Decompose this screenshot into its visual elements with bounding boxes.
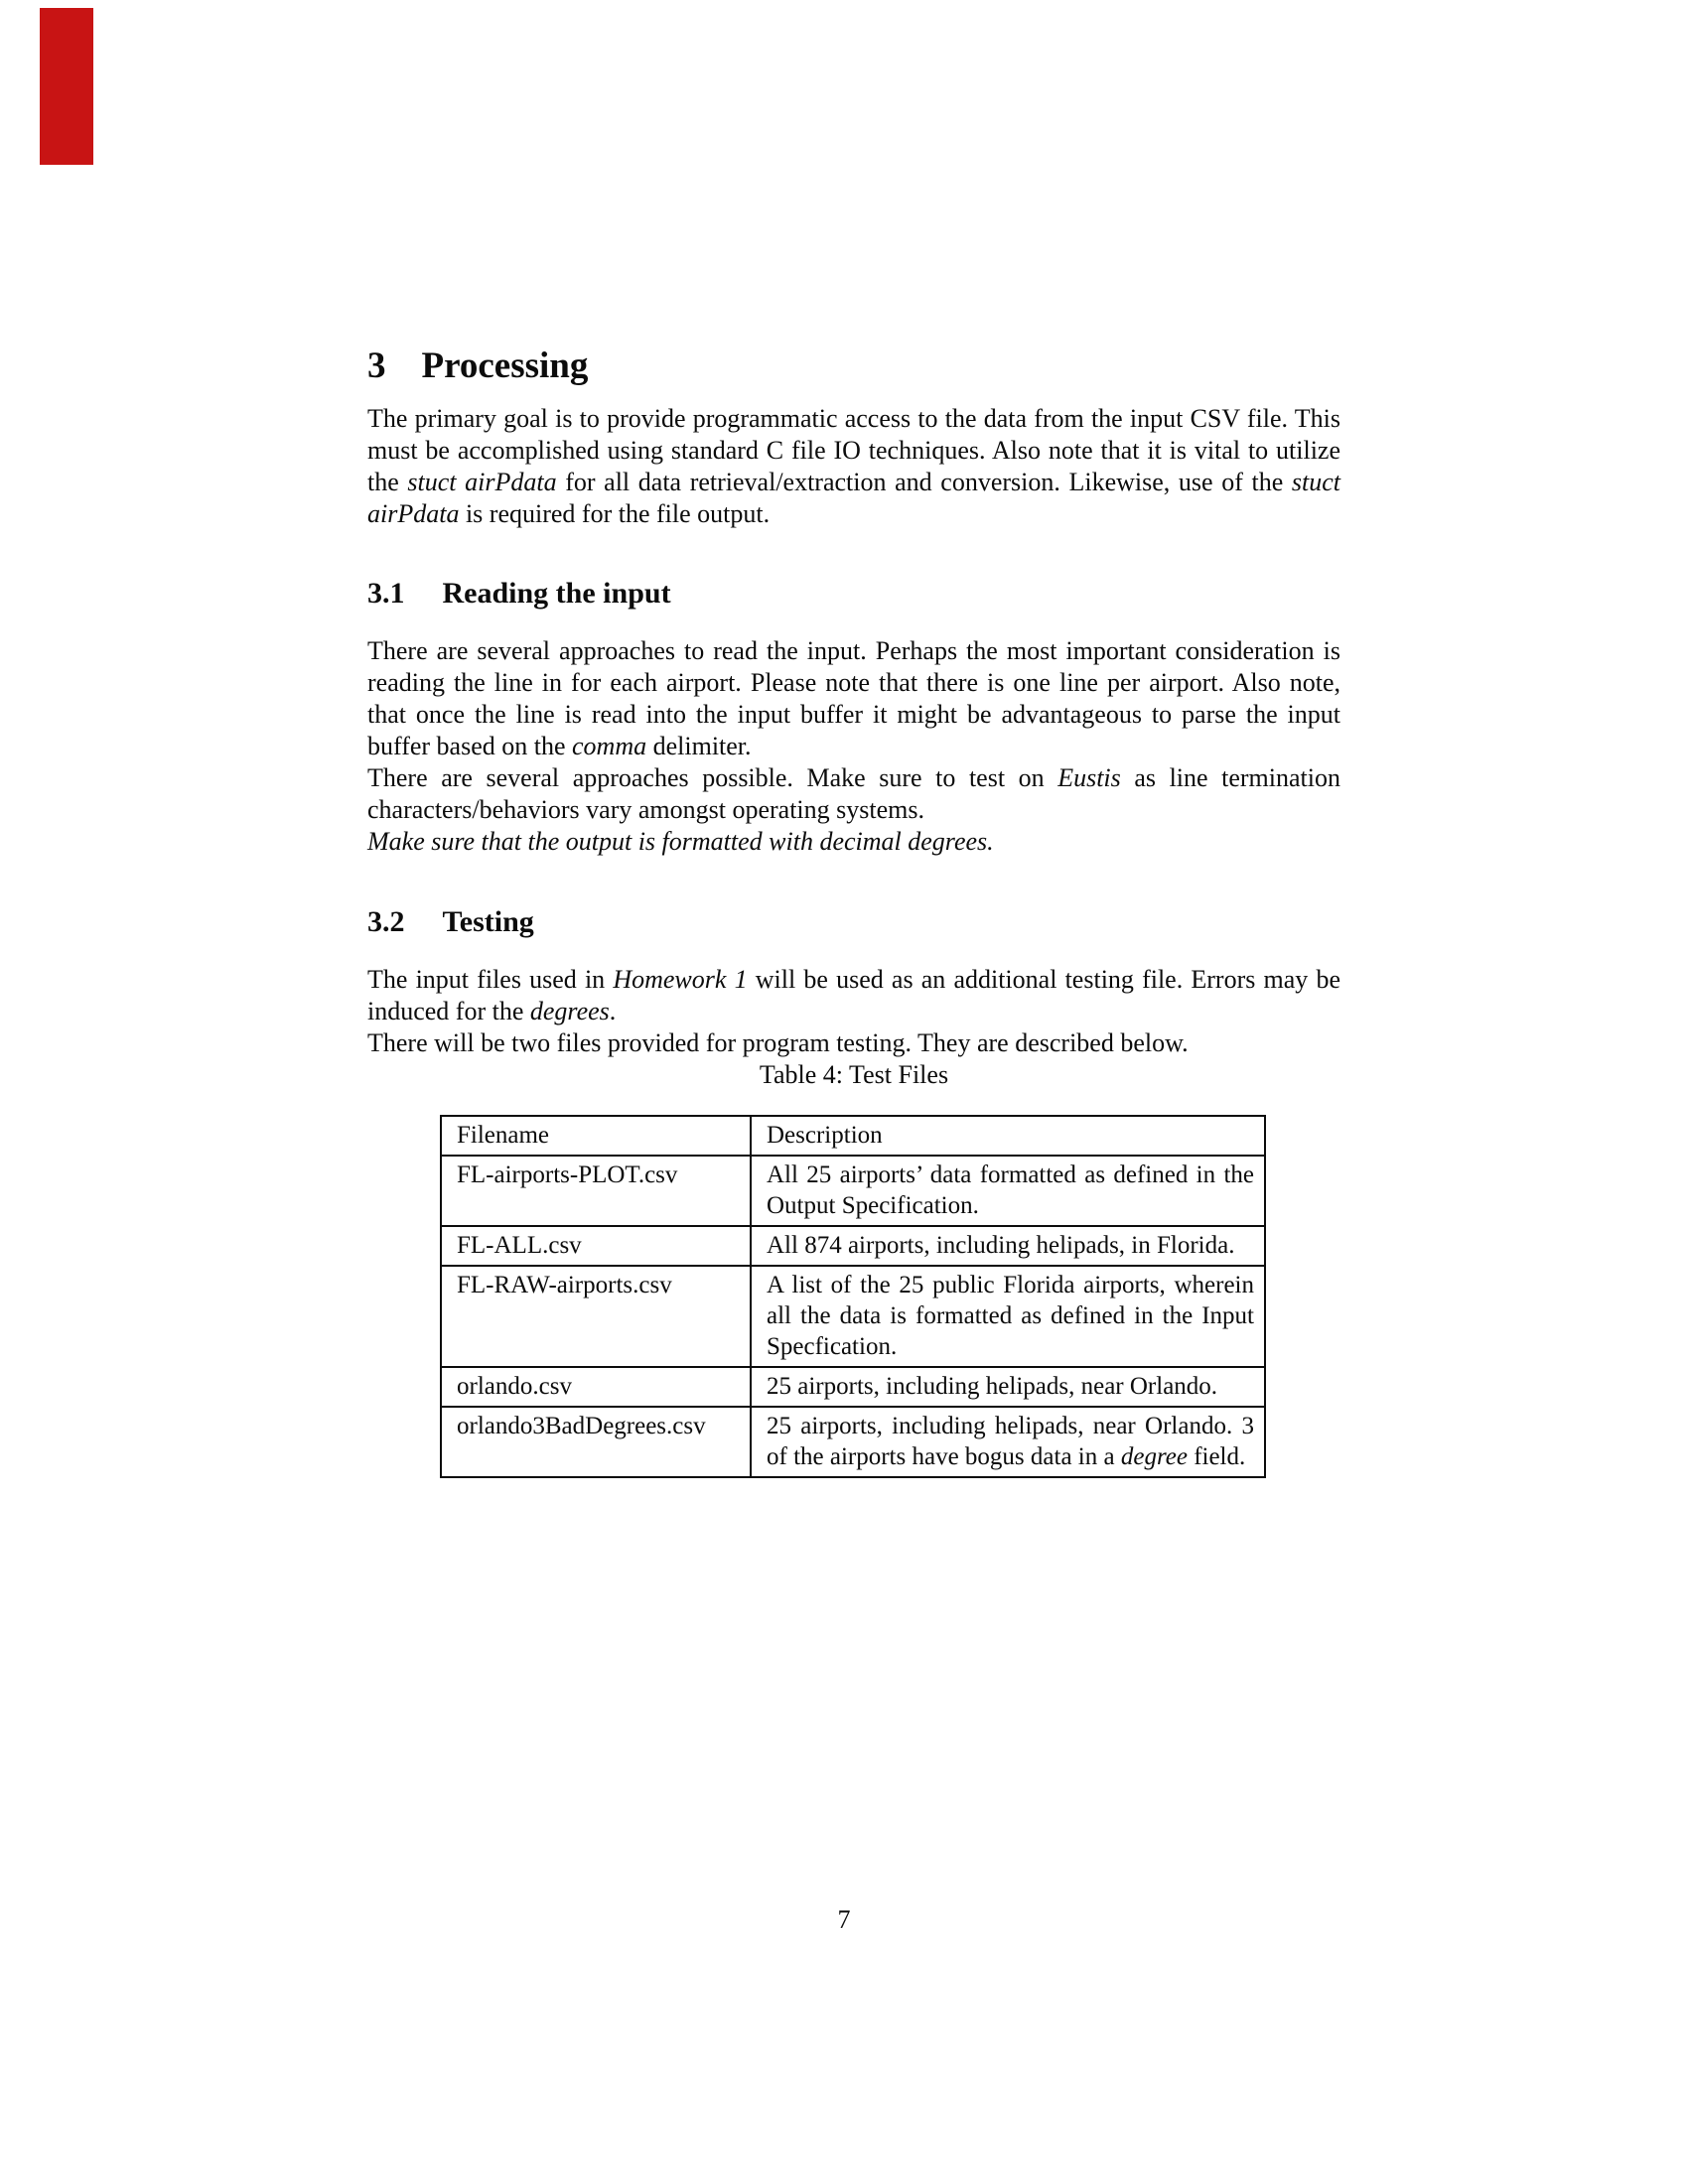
text-run: for all data retrieval/extraction and conversion. Likewise, use of the bbox=[556, 468, 1292, 496]
paragraph-reading-approaches bbox=[367, 635, 1340, 762]
text-run: All 874 airports, including helipads, in Florida. bbox=[767, 1232, 1235, 1259]
text-run: 25 airports, including helipads, near Orlando. bbox=[767, 1373, 1218, 1400]
table-row bbox=[441, 1266, 1265, 1367]
text-run: as line termination characters/behaviors vary amongst operating systems. bbox=[367, 763, 1340, 824]
red-bookmark bbox=[40, 8, 93, 165]
filename-cell: FL-ALL.csv bbox=[441, 1226, 751, 1266]
italic-text-run: Make sure that the output is formatted with decimal degrees. bbox=[367, 827, 994, 856]
paragraph-decimal-degrees-note bbox=[367, 826, 1340, 858]
column-header-filename: Filename bbox=[441, 1116, 751, 1156]
description-cell bbox=[751, 1156, 1265, 1226]
italic-text-run: degrees bbox=[529, 997, 610, 1025]
text-run: There will be two files provided for program testing. They are described below. bbox=[367, 1028, 1189, 1057]
text-run: will be used as an additional testing file. Errors may be induced for the bbox=[367, 965, 1341, 1025]
table-caption: Table 4: Test Files bbox=[759, 1060, 949, 1089]
subsection-number: 3.2 bbox=[367, 905, 405, 938]
test-files-table bbox=[440, 1115, 1266, 1478]
italic-text-run: stuct airPdata bbox=[407, 468, 557, 496]
text-run: delimiter. bbox=[646, 732, 752, 760]
table-header-row bbox=[441, 1116, 1265, 1156]
text-run: is required for the file output. bbox=[459, 499, 771, 528]
text-run: All 25 airports’ data formatted as defined in the Output Specification. bbox=[767, 1161, 1254, 1219]
subsection-title: Reading the input bbox=[442, 577, 671, 610]
section-title: Processing bbox=[421, 345, 589, 386]
filename-cell: FL-RAW-airports.csv bbox=[441, 1266, 751, 1367]
subsection-heading-reading-the-input bbox=[367, 576, 1340, 612]
subsection-number: 3.1 bbox=[367, 577, 405, 610]
text-run: 25 airports, including helipads, near Orlando. 3 of the airports have bogus data in a bbox=[767, 1413, 1254, 1470]
subsection-title: Testing bbox=[442, 905, 534, 938]
italic-text-run: comma bbox=[572, 732, 647, 760]
subsection-heading-testing bbox=[367, 904, 1340, 940]
italic-text-run: degree bbox=[1120, 1443, 1188, 1470]
description-cell bbox=[751, 1226, 1265, 1266]
filename-cell: orlando3BadDegrees.csv bbox=[441, 1407, 751, 1477]
text-run: There are several approaches to read the input. Perhaps the most important consideration is reading the line in for each airport. Please note that there is one line per airport. Also note, that once the line is read into the input buffer it might be advantageous to parse the input buffer based on the bbox=[367, 636, 1340, 760]
table-row bbox=[441, 1226, 1265, 1266]
table-body bbox=[441, 1156, 1265, 1477]
intro-paragraph bbox=[367, 403, 1340, 530]
italic-text-run: Homework 1 bbox=[613, 965, 748, 994]
text-run: field. bbox=[1187, 1443, 1246, 1470]
page-number: 7 bbox=[837, 1905, 851, 1934]
table-row bbox=[441, 1367, 1265, 1407]
description-cell bbox=[751, 1367, 1265, 1407]
description-cell bbox=[751, 1407, 1265, 1477]
italic-text-run: stuct airPdata bbox=[367, 468, 1340, 528]
table-row bbox=[441, 1156, 1265, 1226]
text-run: The input files used in bbox=[367, 965, 614, 994]
text-run: There are several approaches possible. Make sure to test on bbox=[367, 763, 1058, 792]
text-run: . bbox=[609, 997, 617, 1025]
paragraph-eustis-note bbox=[367, 762, 1340, 826]
text-run: A list of the 25 public Florida airports, wherein all the data is formatted as defined in the Input Specfication. bbox=[767, 1272, 1254, 1360]
text-run: The primary goal is to provide programmatic access to the data from the input CSV file. This must be accomplished using standard C file IO techniques. Also note that it is vital to utilize the bbox=[367, 404, 1340, 496]
paragraph-homework-files bbox=[367, 964, 1340, 1027]
paragraph-two-files bbox=[367, 1027, 1340, 1059]
section-number: 3 bbox=[367, 345, 386, 386]
italic-text-run: Eustis bbox=[1057, 763, 1121, 792]
column-header-description: Description bbox=[751, 1116, 1265, 1156]
filename-cell: FL-airports-PLOT.csv bbox=[441, 1156, 751, 1226]
description-cell bbox=[751, 1266, 1265, 1367]
section-heading bbox=[367, 344, 1340, 388]
filename-cell: orlando.csv bbox=[441, 1367, 751, 1407]
table-row bbox=[441, 1407, 1265, 1477]
page-content bbox=[367, 344, 1340, 1478]
